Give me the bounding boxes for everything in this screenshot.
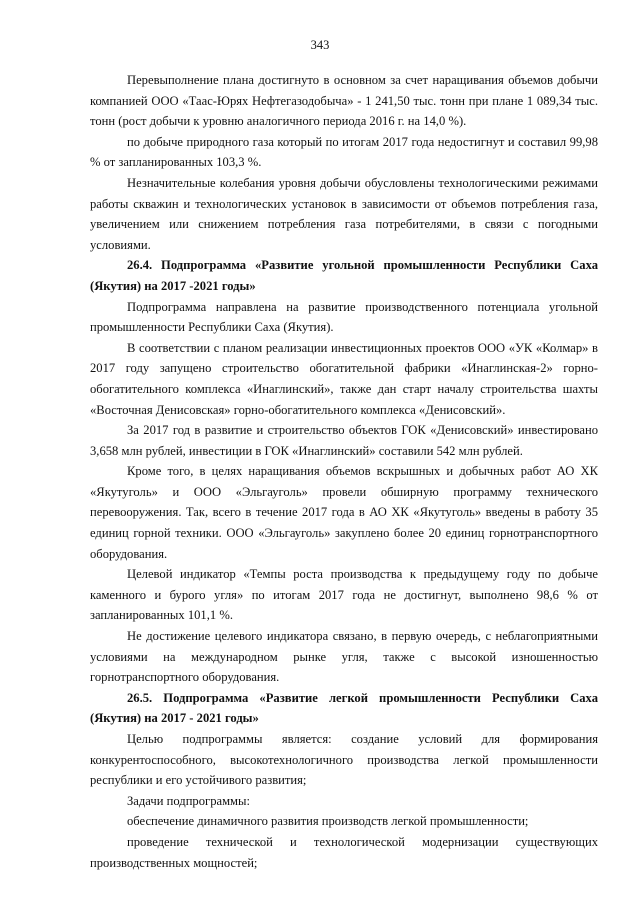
paragraph: За 2017 год в развитие и строительство объектов ГОК «Денисовский» инвестировано 3,658 млн рублей, инвестиции в ГОК «Инаглинский» составили 542 млн рублей. [90,423,598,458]
paragraph: Незначительные колебания уровня добычи обусловлены технологическими режимами работы скважин и технологических установок в зависимости от объемов потребления газа, увеличением или снижением потребления газа потребителями, в связи с погодными условиями. [90,175,598,252]
paragraph: Кроме того, в целях наращивания объемов вскрышных и добычных работ АО ХК «Якутуголь» и ООО «Эльгауголь» провели обширную программу технического перевооружения. Так, всего в течение 2017 года в АО ХК «Якутуголь» введены в работу 35 единиц горной техники. ООО «Эльгауголь» закуплено более 20 единиц горнотранспортного оборудования. [90,464,598,561]
section-heading: 26.5. Подпрограмма «Развитие легкой промышленности Республики Саха (Якутия) на 2017 - 2021 годы» [90,690,598,726]
paragraph: Подпрограмма направлена на развитие производственного потенциала угольной промышленности Республики Саха (Якутия). [90,299,598,335]
page-body [90,70,598,873]
paragraph: обеспечение динамичного развития производств легкой промышленности; [127,814,529,829]
paragraph: Задачи подпрограммы: [127,793,250,808]
page-number: 343 [310,38,330,52]
section-heading: 26.4. Подпрограмма «Развитие угольной промышленности Республики Саха (Якутия) на 2017 -2021 годы» [90,258,598,293]
paragraph: Не достижение целевого индикатора связано, в первую очередь, с неблагоприятными условиями на международном рынке угля, также с высокой изношенностью горнотранспортного оборудования. [90,629,598,685]
paragraph: В соответствии с планом реализации инвестиционных проектов ООО «УК «Колмар» в 2017 году запущено строительство обогатительной фабрики «Инаглинская-2» горно-обогатительного комплекса «Инаглинский», также дан старт началу строительства шахты «Восточная Денисовская» горно-обогатительного комплекса «Денисовский». [90,340,598,417]
paragraph: Целью подпрограммы является: создание условий для формирования конкурентоспособного, высокотехнологичного производства легкой промышленности республики и его устойчивого развития; [90,732,598,788]
paragraph: проведение технической и технологической модернизации существующих производственных мощностей; [90,834,598,870]
paragraph: Перевыполнение плана достигнуто в основном за счет наращивания объемов добычи компанией ООО «Таас-Юрях Нефтегазодобыча» - 1 241,50 тыс. тонн при плане 1 089,34 тыс. тонн (рост добычи к уровню аналогичного периода 2016 г. на 14,0 %). [90,73,598,129]
paragraph: Целевой индикатор «Темпы роста производства к предыдущему году по добыче каменного и бурого угля» по итогам 2017 года не достигнут, выполнено 98,6 % от запланированных 101,1 %. [90,567,598,623]
paragraph: по добыче природного газа который по итогам 2017 года недостигнут и составил 99,98 % от запланированных 103,3 %. [90,134,598,170]
